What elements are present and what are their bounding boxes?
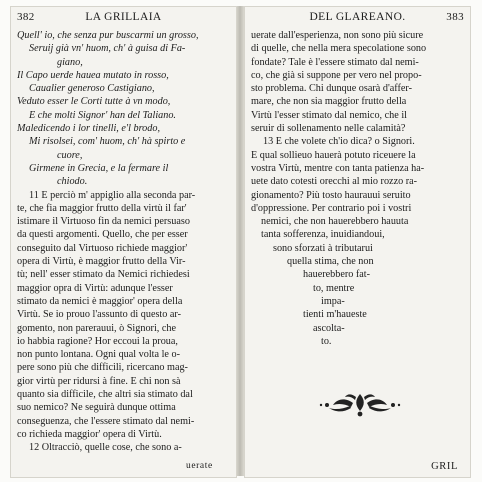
right-page-body [251,29,464,348]
prose-line: non punto lontana. Ogni qual volta le o- [17,349,180,361]
prose-line: vostra Virtù, mentre con tanta patienza ha- [251,162,425,174]
left-page-header [17,11,230,27]
prose-line: nemici, che non hauerebbero hauuta [261,216,409,228]
prose-line: E qual sollieuo hauerà potuto riceuere la [251,149,416,161]
prose-line: ascolta- [313,322,345,334]
prose-line: fondate? Tale è l'essere stimato dal nemi- [251,56,419,68]
ornament-icon [315,391,405,419]
prose-line: sono sforzati à tributarui [273,242,373,254]
prose-line: quanto sia difficile, che altri sia stimato dal [17,389,193,401]
prose-line: d'oppressione. Per contrario poi i vostri [251,202,412,214]
verse-line: Maledicendo i lor tinelli, e'l brodo, [17,123,160,135]
left-page-body [17,29,230,455]
prose-line: 13 E che volete ch'io dica? o Signori. [263,136,415,148]
prose-line: da questi argomenti. Quello, che per esser [17,229,188,241]
book-gutter [236,6,244,476]
prose-line: uerate dall'esperienza, non sono più sicure [251,30,424,41]
verse-line: E che molti Signor' han del Taliano. [29,109,176,121]
prose-line: Virtù l'esser stimato dal nemico, che il [251,109,407,121]
prose-line: quella stima, che non [287,256,374,268]
verse-line: chiodo. [57,176,88,188]
verse-line: cuore, [57,149,83,161]
prose-line: gionamento? Più tosto haurauui seruito [251,189,411,201]
right-page-header [251,11,464,27]
prose-line: to, mentre [313,282,355,294]
right-catchword: GRIL [431,461,458,472]
prose-line: opera di Virtù, è maggior frutto della Vir- [17,256,186,268]
prose-line: hauerebbero fat- [303,269,371,281]
verse-line: Mi risolsei, com' huom, ch' hà spirto e [29,136,186,148]
prose-line: gior virtù per ridursi à fine. E chi non sà [17,375,181,387]
verse-line: giano, [57,56,83,68]
verse-line: Il Capo uerde hauea mutato in rosso, [17,69,169,81]
prose-line: te, che fia maggior frutto della virtù il far' [17,202,187,214]
prose-line: io habbia ragione? Hor eccoui la proua, [17,335,178,347]
prose-line: stimato da nemici è maggior' opera della [17,295,183,307]
left-catchword: uerate [186,461,213,471]
prose-line: tù; nell' esser stimato da Nemici richiedesi [17,269,190,281]
left-page-number: 382 [17,11,35,23]
prose-line: tienti m'haueste [303,309,367,321]
verse-line: Quell' io, che senza pur buscarmi un grosso, [17,30,199,41]
prose-line: Virtù. Se io prouo l'assunto di questo ar- [17,309,181,321]
prose-line: tanta sofferenza, inuidiandoui, [261,229,385,241]
prose-line: to. [321,335,332,347]
prose-line: 12 Oltracciò, quelle cose, che sono a- [29,442,182,454]
prose-line: mare, che non sia maggior frutto della [251,96,407,108]
right-page [244,6,471,478]
prose-line: gomento, non parerauui, ò Signori, che [17,322,177,334]
left-page [10,6,237,478]
left-running-title: LA GRILLAIA [85,11,162,23]
right-running-title: DEL GLAREANO. [309,11,406,23]
prose-line: pere sono più che difficili, ricercano mag- [17,362,188,374]
prose-line: seruir di sollenamento nelle calamità? [251,123,406,135]
verse-line: Girmene in Grecia, e la fermare il [29,162,169,174]
verse-line: Caualier generoso Castigiano, [29,83,155,95]
prose-line: uete dato cotesti orecchi al mio rozzo ra- [251,176,418,188]
prose-line: maggior opra di Virtù: adunque l'esser [17,282,173,294]
prose-line: sto problema. Chi dunque osarà d'affer- [251,83,412,95]
prose-line: di quelle, che nella mera specolatione sono [251,43,427,55]
prose-line: conseguenza, che l'essere stimato dal nemi- [17,415,195,427]
prose-line: co, che già si suppone per vero nel propo- [251,69,422,81]
verse-line: Veduto esser le Corti tutte à vn modo, [17,96,171,108]
prose-line: 11 E perciò m' appiglio alla seconda par- [29,189,196,201]
prose-line: conseguito dal Virtuoso richiede maggior' [17,242,188,254]
prose-line: co richieda maggior' opera di Virtù. [17,428,162,440]
verse-line: Seruij già vn' huom, ch' à guisa di Fa- [29,43,186,55]
prose-line: suo nemico? Ne seguirà dunque ottima [17,402,176,414]
prose-line: impa- [321,295,345,307]
prose-line: istimare il Virtuoso fin da nemici persuaso [17,216,190,228]
right-page-number: 383 [446,11,464,23]
